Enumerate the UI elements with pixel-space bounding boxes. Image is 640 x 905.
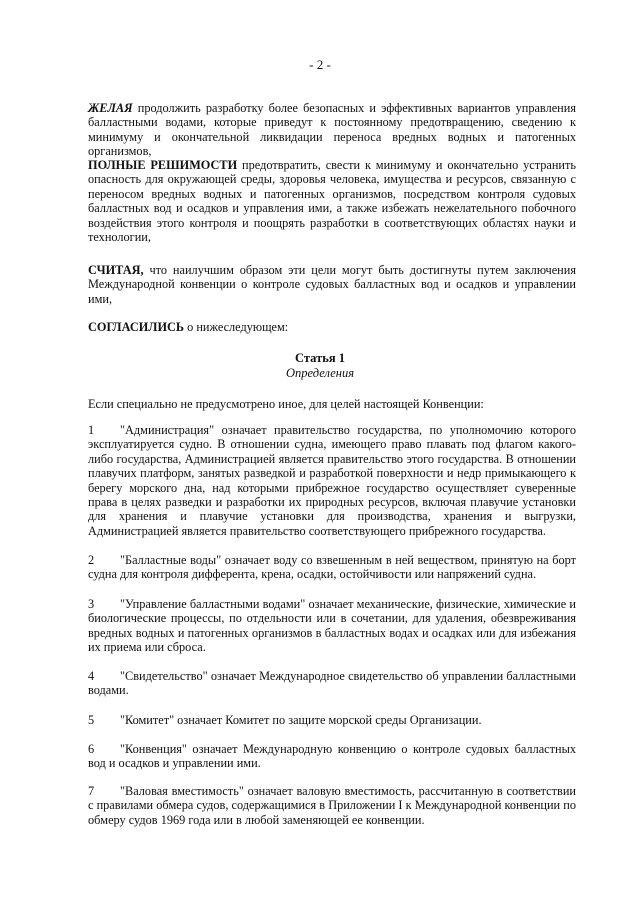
preamble-lead-agreed: СОГЛАСИЛИСЬ — [88, 320, 185, 334]
definition-text: "Администрация" означает правительство государства, по уполномочию которого эксплуатируется судно. В отношении судна, имеющего право плавать под флагом какого-либо государства, Администрацией является правительство этого государства. В отношении плавучих платформ, занятых разведкой и разработкой поверхности и недр примыкающего к берегу морского дна, над которыми прибрежное государство осуществляет суверенные права в целях разведки и разработки их природных ресурсов, включая плавучие установки для хранения и плавучие установки для производства, хранения и выгрузки, Администрацией является правительство соответствующего прибрежного государства. — [88, 423, 576, 538]
preamble-lead-determined: ПОЛНЫЕ РЕШИМОСТИ — [88, 158, 238, 172]
definition-number: 2 — [88, 553, 95, 567]
definition-item — [88, 784, 576, 827]
definition-number: 5 — [88, 713, 95, 727]
definition-text: "Конвенция" означает Международную конвенцию о контроле судовых балластных вод и осадков и управлении ими. — [88, 742, 576, 771]
preamble-paragraph-determined — [88, 158, 576, 244]
preamble-paragraph-considering — [88, 263, 576, 306]
definitions-intro: Если специально не предусмотрено иное, для целей настоящей Конвенции: — [88, 397, 484, 411]
definition-item — [88, 742, 576, 771]
definition-number: 7 — [88, 784, 95, 798]
definition-number: 4 — [88, 669, 95, 683]
preamble-text-desiring: продолжить разработку более безопасных и эффективных вариантов управления балластными водами, которые приведут к постоянному предотвращению, сведению к минимуму и окончательной ликвидации переноса вредных водных и патогенных организмов, — [88, 101, 576, 159]
definition-number: 6 — [88, 742, 95, 756]
article-title: Статья 1 — [295, 351, 345, 365]
preamble-text-determined: предотвратить, свести к минимуму и окончательно устранить опасность для окружающей среды, здоровья человека, имущества и ресурсов, связанную с переносом вредных водных и патогенных организмов, посредством контроля судовых балластных вод и осадков и управления ими, а также избежать нежелательного побочного воздействия этого контроля и поощрять разработки в соответствующих областях науки и технологии, — [88, 158, 576, 245]
definition-item — [88, 423, 576, 538]
page-number: - 2 - — [309, 57, 331, 72]
definition-text: "Свидетельство" означает Международное свидетельство об управлении балластными водами. — [88, 669, 576, 698]
preamble-lead-considering: СЧИТАЯ, — [88, 263, 144, 277]
definition-text: "Балластные воды" означает воду со взвешенным в ней веществом, принятую на борт судна для контроля дифферента, крена, осадки, остойчивости или напряжений судна. — [88, 553, 576, 582]
preamble-paragraph-desiring — [88, 101, 576, 159]
definition-text: "Комитет" означает Комитет по защите морской среды Организации. — [120, 713, 482, 727]
definition-item — [88, 553, 576, 582]
preamble-text-agreed: о нижеследующем: — [184, 320, 289, 334]
definition-number: 1 — [88, 423, 95, 437]
definition-text: "Валовая вместимость" означает валовую вместимость, рассчитанную в соответствии с правилами обмера судов, содержащимися в Приложении I к Международной конвенции по обмеру судов 1969 года или в любой заменяющей ее конвенции. — [88, 784, 576, 827]
preamble-lead-desiring: ЖЕЛАЯ — [88, 101, 133, 115]
definition-item — [88, 669, 576, 698]
preamble-text-considering: что наилучшим образом эти цели могут быть достигнуты путем заключения Международной конвенции о контроле судовых балластных вод и осадков и управлении ими, — [88, 263, 576, 306]
definition-text: "Управление балластными водами" означает механические, физические, химические и биологические процессы, по отдельности или в сочетании, для удаления, обезвреживания вредных водных и патогенных организмов в балластных водах и осадках или для избежания их приема или сброса. — [88, 597, 576, 655]
preamble-paragraph-agreed — [88, 320, 576, 334]
article-subtitle: Определения — [285, 366, 355, 380]
definition-number: 3 — [88, 597, 95, 611]
definition-item — [88, 597, 576, 655]
definition-item — [88, 713, 576, 727]
